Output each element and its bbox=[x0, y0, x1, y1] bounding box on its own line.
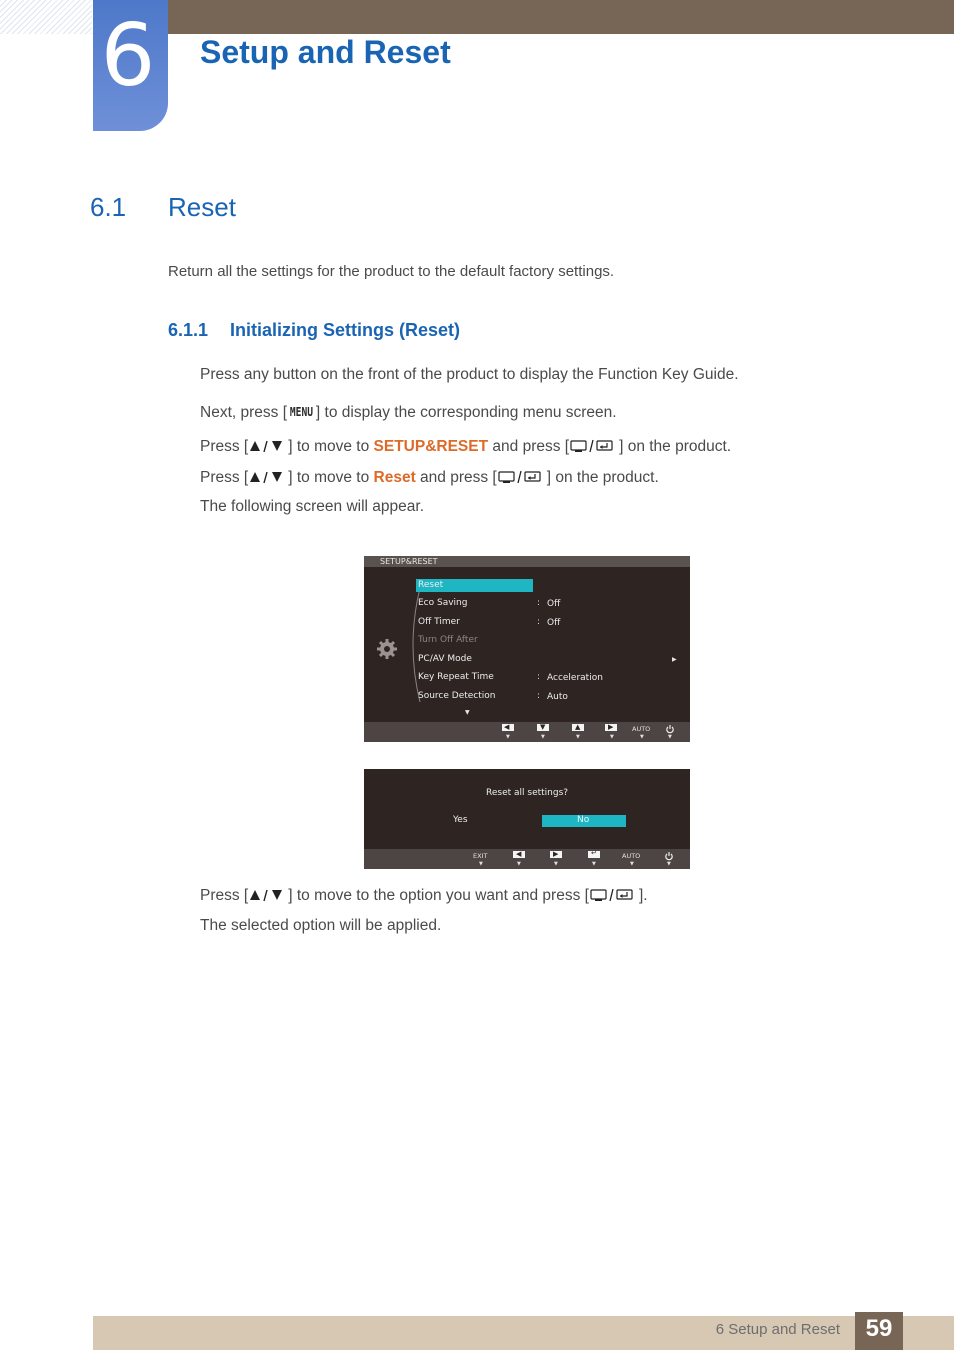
page-number: 59 bbox=[865, 1315, 893, 1342]
up-down-button-icon bbox=[248, 470, 288, 489]
section-title: Reset bbox=[168, 192, 236, 222]
auto-key-label: AUTO bbox=[622, 852, 641, 860]
setup-reset-highlight: SETUP&RESET bbox=[373, 438, 489, 455]
right-arrow-icon: ▶ bbox=[608, 723, 614, 731]
left-arrow-icon: ◀ bbox=[516, 850, 522, 858]
chapter-title: Setup and Reset bbox=[200, 34, 451, 70]
menu-item-source-detection[interactable]: Source Detection bbox=[418, 691, 496, 701]
header-hatch-pattern bbox=[0, 0, 92, 34]
menu-value-off-timer: Off bbox=[547, 618, 561, 628]
section-intro: Return all the settings for the product to the default factory settings. bbox=[168, 263, 615, 280]
left-arrow-icon: ◀ bbox=[504, 723, 510, 731]
source-enter-button-icon bbox=[589, 887, 639, 907]
key-indicator-icon: ▼ bbox=[554, 861, 558, 867]
menu-value-source-detection: Auto bbox=[547, 692, 568, 702]
subsection-title: Initializing Settings (Reset) bbox=[230, 320, 461, 340]
source-enter-button-icon bbox=[569, 438, 619, 458]
menu-key-label: MENU bbox=[289, 405, 314, 419]
step-4: Press [ ] to move to Reset and press [ ] on the product. bbox=[200, 469, 659, 489]
menu-colon: : bbox=[537, 598, 541, 608]
source-enter-button-icon bbox=[497, 469, 547, 489]
key-indicator-icon: ▼ bbox=[668, 734, 672, 740]
gear-icon bbox=[374, 636, 400, 662]
chapter-number: 6 bbox=[100, 6, 156, 106]
osd-dialog-key-guide bbox=[364, 849, 690, 869]
step-2: Next, press [ MENU ] to display the corresponding menu screen. bbox=[200, 404, 617, 421]
key-indicator-icon: ▼ bbox=[630, 861, 634, 867]
menu-colon: : bbox=[537, 691, 541, 701]
power-icon bbox=[665, 724, 675, 734]
dialog-yes-option[interactable]: Yes bbox=[453, 815, 468, 825]
step-5: The following screen will appear. bbox=[200, 498, 425, 515]
footer-chapter-label: 6 Setup and Reset bbox=[715, 1321, 840, 1338]
osd-menu-title-bar bbox=[364, 556, 690, 567]
header-bar bbox=[168, 0, 954, 34]
exit-key-label: EXIT bbox=[473, 852, 488, 860]
osd-menu-screen bbox=[364, 556, 690, 742]
auto-key-label: AUTO bbox=[632, 725, 651, 733]
key-indicator-icon: ▼ bbox=[592, 861, 596, 867]
step-6: Press [ ] to move to the option you want and press [ ]. bbox=[200, 887, 648, 907]
step-1: Press any button on the front of the product to display the Function Key Guide. bbox=[200, 366, 739, 383]
key-indicator-icon: ▼ bbox=[517, 861, 521, 867]
right-arrow-icon: ▶ bbox=[553, 850, 559, 858]
menu-item-reset[interactable]: Reset bbox=[418, 580, 444, 590]
up-arrow-icon: ▲ bbox=[575, 723, 581, 731]
menu-value-key-repeat-time: Acceleration bbox=[547, 673, 603, 683]
menu-item-turn-off-after: Turn Off After bbox=[418, 635, 478, 645]
key-indicator-icon: ▼ bbox=[541, 734, 545, 740]
menu-item-pc-av-mode[interactable]: PC/AV Mode bbox=[418, 654, 472, 664]
dialog-question: Reset all settings? bbox=[486, 788, 569, 798]
up-down-button-icon bbox=[248, 439, 288, 458]
up-down-button-icon bbox=[248, 888, 288, 907]
step-3: Press [ ] to move to SETUP&RESET and press [ ] on the product. bbox=[200, 438, 731, 458]
down-arrow-icon: ▼ bbox=[540, 723, 546, 731]
osd-menu-key-guide bbox=[364, 722, 690, 742]
step-7: The selected option will be applied. bbox=[200, 917, 442, 934]
key-indicator-icon: ▼ bbox=[576, 734, 580, 740]
subsection-number: 6.1.1 bbox=[168, 320, 209, 340]
key-indicator-icon: ▼ bbox=[479, 861, 483, 867]
menu-value-eco-saving: Off bbox=[547, 599, 561, 609]
key-indicator-icon: ▼ bbox=[667, 861, 671, 867]
menu-colon: : bbox=[537, 672, 541, 682]
section-number: 6.1 bbox=[90, 192, 127, 222]
osd-menu-title: SETUP&RESET bbox=[380, 557, 438, 566]
menu-item-key-repeat-time[interactable]: Key Repeat Time bbox=[418, 672, 494, 682]
menu-item-eco-saving[interactable]: Eco Saving bbox=[418, 598, 468, 608]
scroll-down-arrow-icon: ▼ bbox=[465, 709, 470, 716]
enter-arrow-icon: ↵ bbox=[591, 849, 597, 857]
key-indicator-icon: ▼ bbox=[640, 734, 644, 740]
key-indicator-icon: ▼ bbox=[506, 734, 510, 740]
menu-item-off-timer[interactable]: Off Timer bbox=[418, 617, 460, 627]
menu-colon: : bbox=[537, 617, 541, 627]
submenu-arrow-icon: ▶ bbox=[672, 656, 677, 663]
reset-highlight: Reset bbox=[373, 469, 416, 486]
osd-reset-dialog bbox=[364, 769, 690, 869]
key-indicator-icon: ▼ bbox=[610, 734, 614, 740]
dialog-no-option[interactable]: No bbox=[577, 815, 590, 825]
power-icon bbox=[664, 851, 674, 861]
